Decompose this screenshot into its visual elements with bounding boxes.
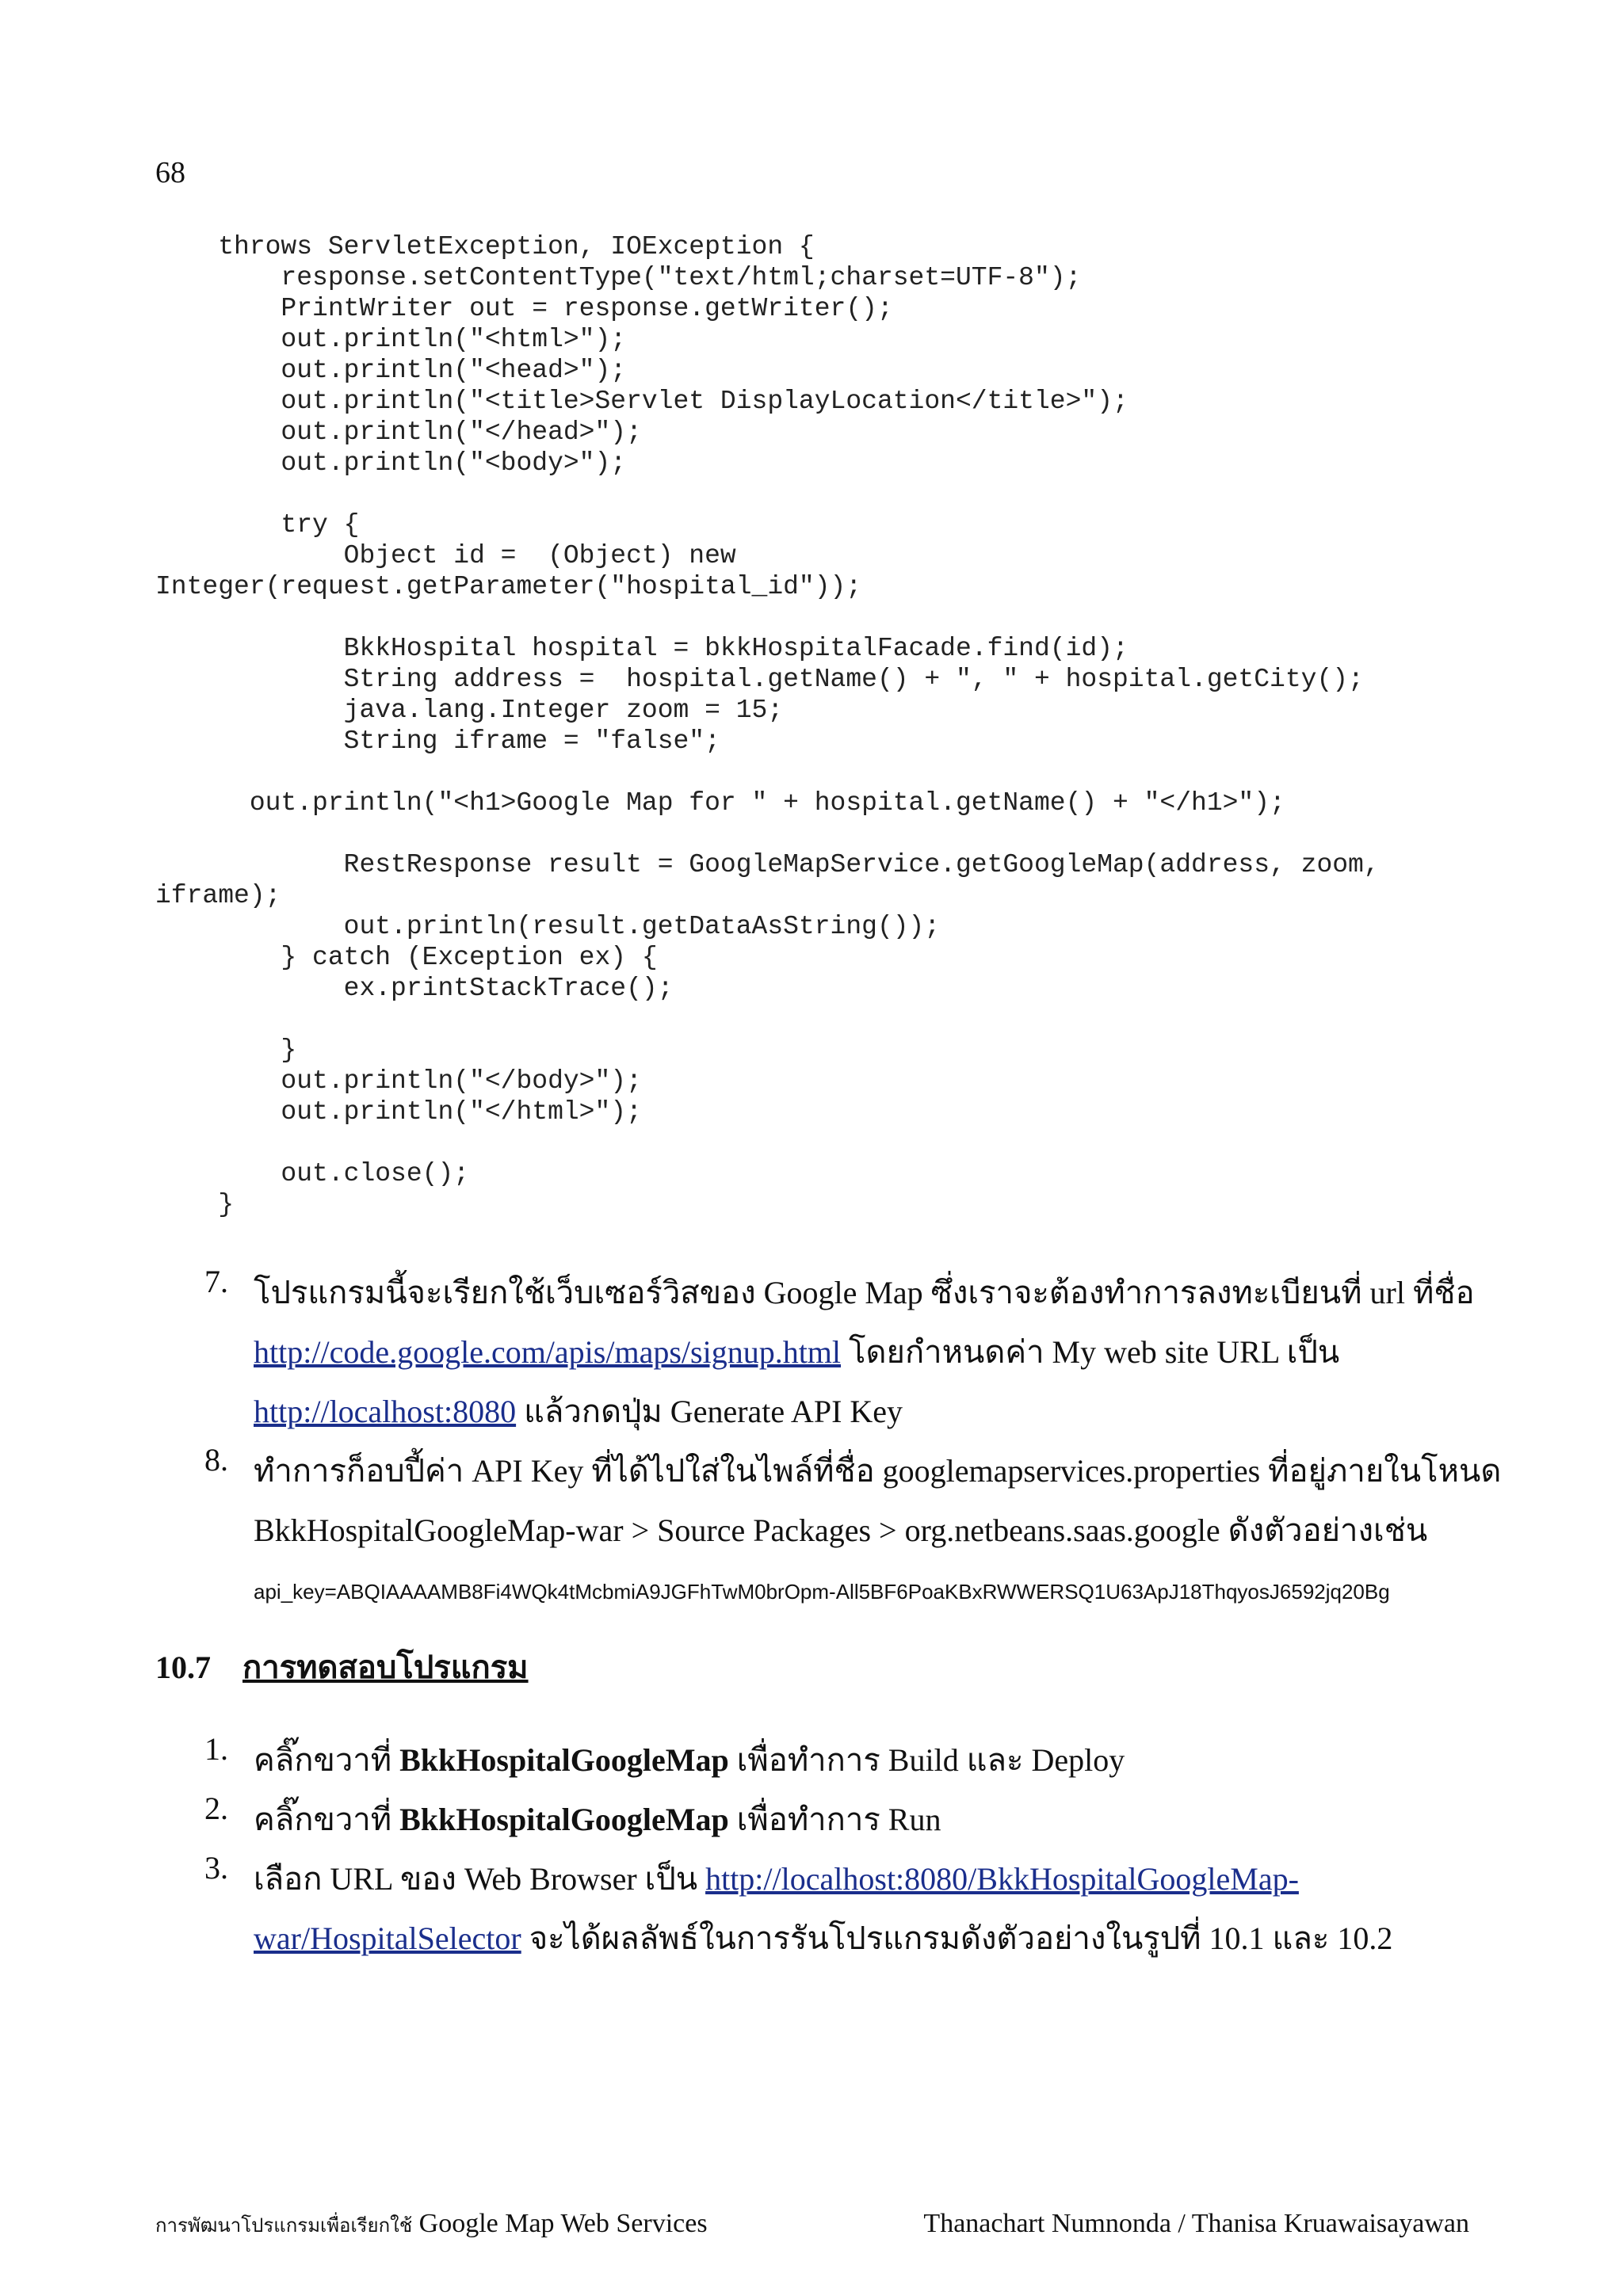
- list-item-step-1: [155, 1730, 1392, 1790]
- footer-thai-title: การพัฒนาโปรแกรมเพื่อเรียกใช้: [155, 2216, 413, 2237]
- hospital-selector-link[interactable]: http://localhost:8080/BkkHospitalGoogleMap-: [705, 1861, 1299, 1897]
- code-line: Integer(request.getParameter("hospital_id"));: [155, 572, 862, 601]
- step-text-line: ทำการก็อบปี้ค่า API Key ที่ได้ไปใส่ในไพล์ที่ชื่อ googlemapservices.properties ที่อยู่ภายในโหนด: [254, 1453, 1502, 1489]
- code-line: out.println("<html>");: [155, 325, 627, 354]
- instruction-list-test: [155, 1730, 1392, 1968]
- list-item-step-2: [155, 1790, 1392, 1849]
- step-text-line: [254, 1849, 1392, 1909]
- step-number: 3.: [204, 1850, 228, 1886]
- code-line: out.println("<body>");: [155, 448, 627, 478]
- signup-link[interactable]: http://code.google.com/apis/maps/signup.html: [254, 1334, 842, 1370]
- step-number: 1.: [204, 1731, 228, 1767]
- footer-book-title: [155, 2209, 708, 2241]
- step-text: คลิ๊กขวาที่: [254, 1742, 400, 1778]
- step-text: จะได้ผลลัพธ์ในการรันโปรแกรมดังตัวอย่างในรูปที่ 10.1 และ 10.2: [521, 1920, 1393, 1956]
- code-line: response.setContentType("text/html;charset=UTF-8");: [155, 263, 1082, 292]
- code-line: String address = hospital.getName() + ", " + hospital.getCity();: [155, 665, 1364, 694]
- project-name: BkkHospitalGoogleMap: [399, 1802, 729, 1837]
- code-line: out.println("<h1>Google Map for " + hospital.getName() + "</h1>");: [155, 788, 1285, 818]
- step-text-line: โปรแกรมนี้จะเรียกใช้เว็บเซอร์วิสของ Google Map ซึ่งเราจะต้องทำการลงทะเบียนที่ url ที่ชื่อ: [254, 1275, 1475, 1310]
- code-line: throws ServletException, IOException {: [155, 232, 815, 261]
- code-block: [155, 231, 1380, 1220]
- step-text: เลือก URL ของ Web Browser เป็น: [254, 1861, 706, 1897]
- section-heading: [155, 1642, 529, 1692]
- step-text-line: [254, 1730, 1392, 1790]
- instruction-list-setup: [155, 1263, 1501, 1560]
- localhost-link[interactable]: http://localhost:8080: [254, 1394, 517, 1429]
- code-line: out.close();: [155, 1159, 470, 1188]
- page-number: 68: [155, 156, 185, 189]
- hospital-selector-link-cont[interactable]: war/HospitalSelector: [254, 1920, 521, 1956]
- list-item-step-8: [155, 1441, 1501, 1560]
- step-text-line: [254, 1382, 1501, 1441]
- step-number: 7.: [204, 1264, 228, 1299]
- code-line: PrintWriter out = response.getWriter();: [155, 294, 893, 323]
- step-text: โดยกำหนดค่า My web site URL เป็น: [841, 1334, 1340, 1370]
- project-name: BkkHospitalGoogleMap: [399, 1742, 729, 1778]
- code-line: [155, 602, 1380, 633]
- code-line: iframe);: [155, 881, 281, 910]
- code-line: [155, 757, 1380, 788]
- step-text: แล้วกดปุ่ม Generate API Key: [516, 1394, 903, 1429]
- code-line: RestResponse result = GoogleMapService.getGoogleMap(address, zoom,: [155, 850, 1380, 879]
- section-number: 10.7: [155, 1650, 211, 1685]
- code-line: out.println("</html>");: [155, 1097, 642, 1127]
- list-item-step-7: [155, 1263, 1501, 1441]
- code-line: }: [155, 1190, 235, 1219]
- footer-english-title: Google Map Web Services: [412, 2209, 708, 2238]
- footer-authors: Thanachart Numnonda / Thanisa Kruawaisayawan: [923, 2209, 1469, 2238]
- step-text-line: BkkHospitalGoogleMap-war > Source Packages > org.netbeans.saas.google ดังตัวอย่างเช่น: [254, 1512, 1428, 1548]
- api-key-example: api_key=ABQIAAAAMB8Fi4WQk4tMcbmiA9JGFhTwM0brOpm-All5BF6PoaKBxRWWERSQ1U63ApJ18ThqyosJ6592jq20Bg: [254, 1580, 1390, 1604]
- code-line: ex.printStackTrace();: [155, 974, 674, 1003]
- code-line: try {: [155, 510, 360, 540]
- step-text-line: [254, 1909, 1392, 1968]
- step-number: 8.: [204, 1442, 228, 1478]
- code-line: out.println(result.getDataAsString());: [155, 912, 941, 941]
- code-line: out.println("</head>");: [155, 418, 642, 447]
- step-text: คลิ๊กขวาที่: [254, 1802, 400, 1837]
- code-line: } catch (Exception ex) {: [155, 943, 658, 972]
- code-line: Object id = (Object) new: [155, 541, 736, 570]
- code-line: String iframe = "false";: [155, 727, 720, 756]
- step-text-line: [254, 1790, 1392, 1849]
- code-line: out.println("<head>");: [155, 356, 627, 385]
- code-line: }: [155, 1035, 297, 1065]
- code-line: [155, 1004, 1380, 1035]
- step-text: เพื่อทำการ Build และ Deploy: [728, 1742, 1125, 1778]
- code-line: out.println("</body>");: [155, 1066, 642, 1096]
- section-title: การทดสอบโปรแกรม: [242, 1650, 529, 1685]
- code-line: BkkHospital hospital = bkkHospitalFacade.find(id);: [155, 634, 1128, 663]
- code-line: [155, 818, 1380, 849]
- step-number: 2.: [204, 1791, 228, 1826]
- list-item-step-3: [155, 1849, 1392, 1968]
- code-line: [155, 1127, 1380, 1158]
- code-line: java.lang.Integer zoom = 15;: [155, 696, 784, 725]
- step-text: เพื่อทำการ Run: [728, 1802, 941, 1837]
- code-line: out.println("<title>Servlet DisplayLocation</title>");: [155, 387, 1128, 416]
- code-line: [155, 479, 1380, 509]
- step-text-line: [254, 1322, 1501, 1382]
